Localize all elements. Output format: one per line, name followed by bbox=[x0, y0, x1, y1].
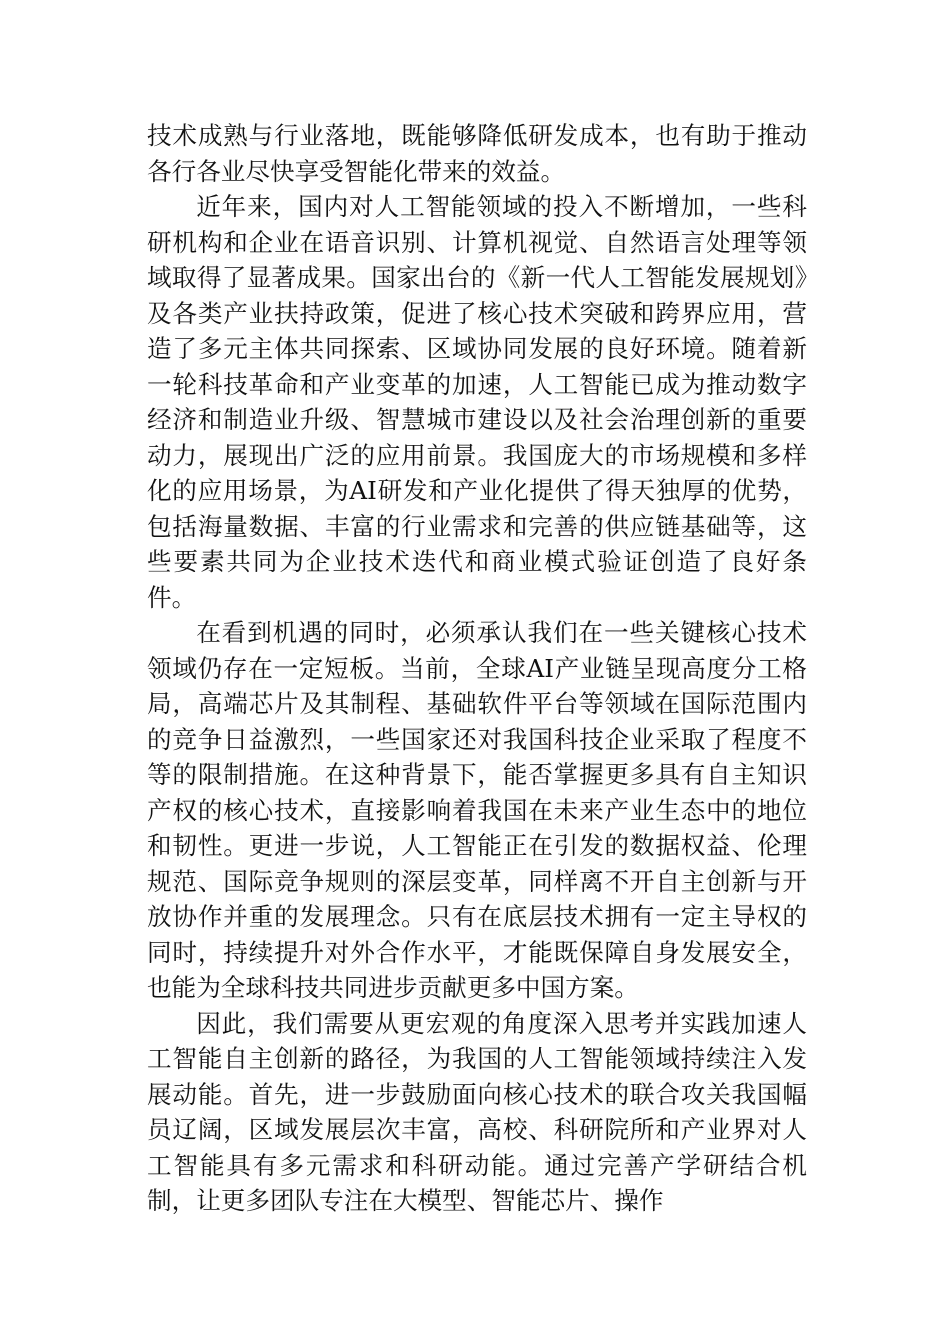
paragraph-pathways: 因此，我们需要从更宏观的角度深入思考并实践加速人工智能自主创新的路径，为我国的人工智能领域持续注入发展动能。首先，进一步鼓励面向核心技术的联合攻关我国幅员辽阔，区域发展层次丰富，高校、科研院所和产业界对人工智能具有多元需求和科研动能。通过完善产学研结合机制，让更多团队专注在大模型、智能芯片、操作 bbox=[147, 1008, 807, 1215]
document-body bbox=[147, 118, 807, 1219]
paragraph-opportunities: 近年来，国内对人工智能领域的投入不断增加，一些科研机构和企业在语音识别、计算机视觉、自然语言处理等领域取得了显著成果。国家出台的《新一代人工智能发展规划》及各类产业扶持政策，促进了核心技术突破和跨界应用，营造了多元主体共同探索、区域协同发展的良好环境。随着新一轮科技革命和产业变革的加速，人工智能已成为推动数字经济和制造业升级、智慧城市建设以及社会治理创新的重要动力，展现出广泛的应用前景。我国庞大的市场规模和多样化的应用场景，为AI研发和产业化提供了得天独厚的优势，包括海量数据、丰富的行业需求和完善的供应链基础等，这些要素共同为企业技术迭代和商业模式验证创造了良好条件。 bbox=[147, 192, 807, 612]
paragraph-challenges: 在看到机遇的同时，必须承认我们在一些关键核心技术领域仍存在一定短板。当前，全球AI产业链呈现高度分工格局，高端芯片及其制程、基础软件平台等领域在国际范围内的竞争日益激烈，一些国家还对我国科技企业采取了程度不等的限制措施。在这种背景下，能否掌握更多具有自主知识产权的核心技术，直接影响着我国在未来产业生态中的地位和韧性。更进一步说，人工智能正在引发的数据权益、伦理规范、国际竞争规则的深层变革，同样离不开自主创新与开放协作并重的发展理念。只有在底层技术拥有一定主导权的同时，持续提升对外合作水平，才能既保障自身发展安全，也能为全球科技共同进步贡献更多中国方案。 bbox=[147, 618, 807, 1002]
paragraph-continuation: 技术成熟与行业落地，既能够降低研发成本，也有助于推动各行各业尽快享受智能化带来的效益。 bbox=[147, 121, 807, 186]
